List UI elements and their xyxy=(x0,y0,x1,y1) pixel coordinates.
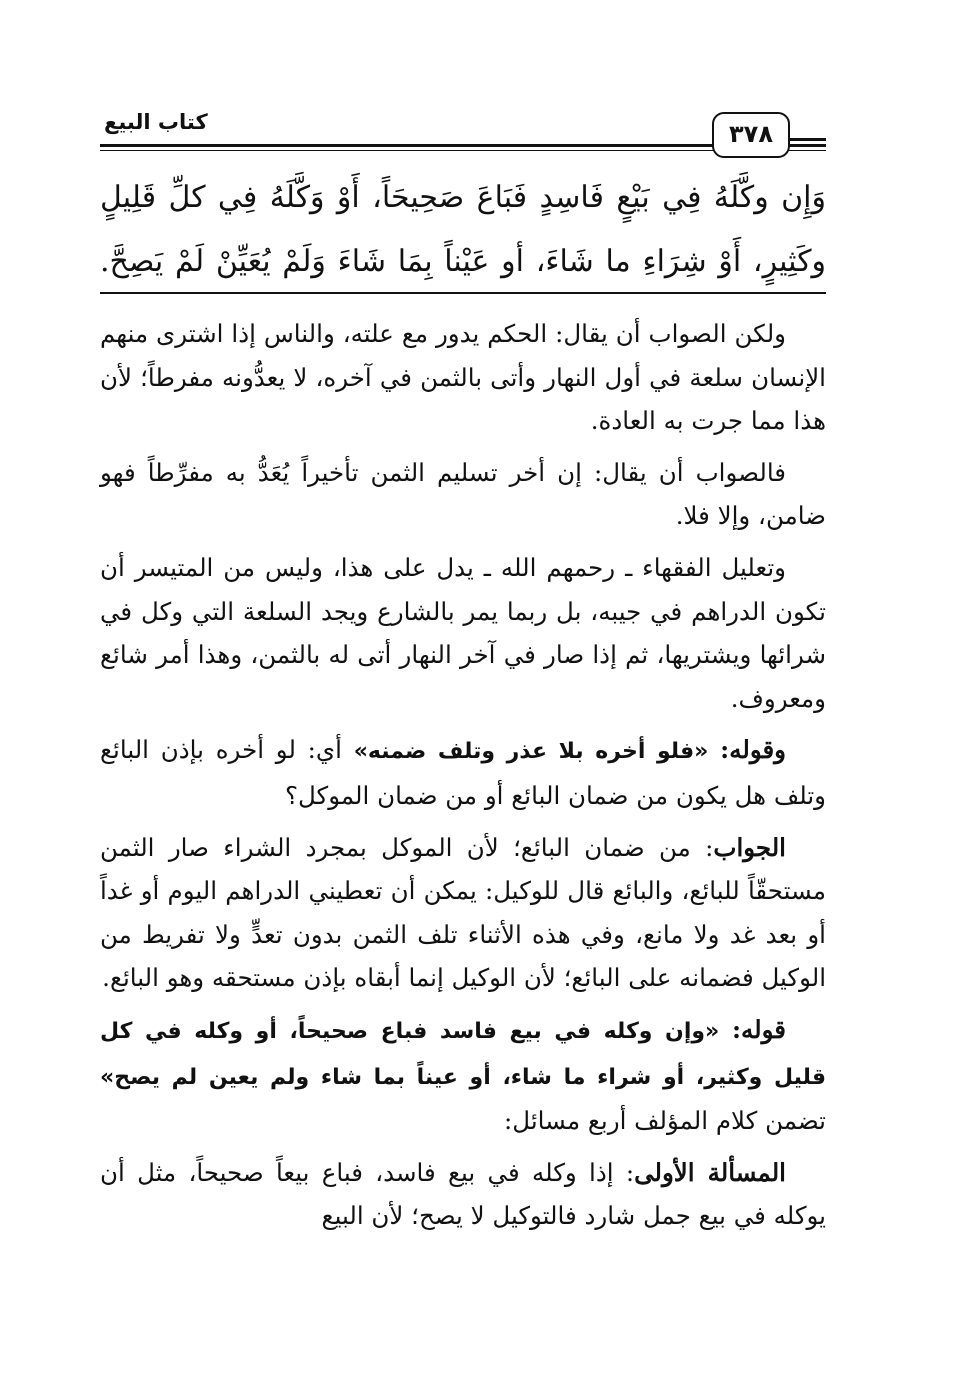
commentary-paragraph xyxy=(100,826,826,1000)
matn-text xyxy=(100,166,826,294)
quoted-matn: «وإن وكله في بيع فاسد فباع صحيحاً، أو وكله في كل قليل وكثير، أو شراء ما شاء، أو عيناً بما شاء ولم يعين لم يصح» xyxy=(100,1018,826,1090)
quoted-matn: «فلو أخره بلا عذر وتلف ضمنه» xyxy=(353,739,709,765)
matn-line: وكَثِيرٍ، أَوْ شِرَاءِ ما شَاءَ، أو عَيْناً بِمَا شَاءَ وَلَمْ يُعَيِّنْ لَمْ يَصِحَّ. xyxy=(100,244,826,279)
page-header xyxy=(100,108,826,154)
paragraph-label: الجواب xyxy=(713,832,786,862)
paragraph-text: وتعليل الفقهاء ـ رحمهم الله ـ يدل على هذا، وليس من المتيسر أن تكون الدراهم في جيبه، بل ربما يمر بالشارع ويجد السلعة التي وكل في شرائها ويشتريها، ثم إذا صار في آخر النهار أتى له بالثمن، وهذا أمر شائع ومعروف. xyxy=(100,552,826,713)
commentary-paragraph xyxy=(100,546,826,720)
commentary xyxy=(100,312,826,1238)
paragraph-text: فالصواب أن يقال: إن أخر تسليم الثمن تأخيراً يُعَدُّ به مفرِّطاً فهو ضامن، وإلا فلا. xyxy=(100,457,826,531)
paragraph-label: وقوله: xyxy=(720,735,787,765)
paragraph-text: تضمن كلام المؤلف أربع مسائل: xyxy=(504,1106,826,1136)
commentary-paragraph xyxy=(100,312,826,443)
paragraph-label: قوله: xyxy=(731,1014,786,1044)
paragraph-label: المسألة الأولى xyxy=(634,1157,786,1187)
paragraph-text: : إذا وكله في بيع فاسد، فباع بيعاً صحيحاً، مثل أن يوكله في بيع جمل شارد فالتوكيل لا يصح؛ لأن البيع xyxy=(100,1157,826,1231)
paragraph-text: : من ضمان البائع؛ لأن الموكل بمجرد الشراء صار الثمن مستحقّاً للبائع، والبائع قال للوكيل: يمكن أن تعطيني الدراهم اليوم أو غداً أو بعد غد ولا مانع، وفي هذه الأثناء تلف الثمن بدون تعدٍّ ولا تفريط من الوكيل فضمانه على البائع؛ لأن الوكيل إنما أبقاه بإذن مستحقه وهو البائع. xyxy=(100,832,826,993)
matn-line: وَإِن وكَّلَهُ فِي بَيْعٍ فَاسِدٍ فَبَاعَ صَحِيحَاً، أَوْ وَكَّلَهُ فِي كلِّ قَلِيلٍ xyxy=(100,180,826,215)
book-title: كتاب البيع xyxy=(100,110,212,134)
paragraph-text: أي: لو أخره بإذن البائع وتلف هل يكون من ضمان البائع أو من ضمان الموكل؟ xyxy=(100,735,826,810)
matn-divider xyxy=(100,292,826,294)
page-number: ٣٧٨ xyxy=(712,112,790,158)
commentary-paragraph xyxy=(100,728,826,817)
paragraph-text: ولكن الصواب أن يقال: الحكم يدور مع علته، والناس إذا اشترى منهم الإنسان سلعة في أول النهار وأتى بالثمن في آخره، لا يعدُّونه مفرطاً؛ لأن هذا مما جرت به العادة. xyxy=(100,319,826,436)
page-number-ornament xyxy=(790,138,826,141)
commentary-paragraph xyxy=(100,1151,826,1238)
commentary-paragraph xyxy=(100,451,826,538)
commentary-paragraph xyxy=(100,1008,826,1143)
